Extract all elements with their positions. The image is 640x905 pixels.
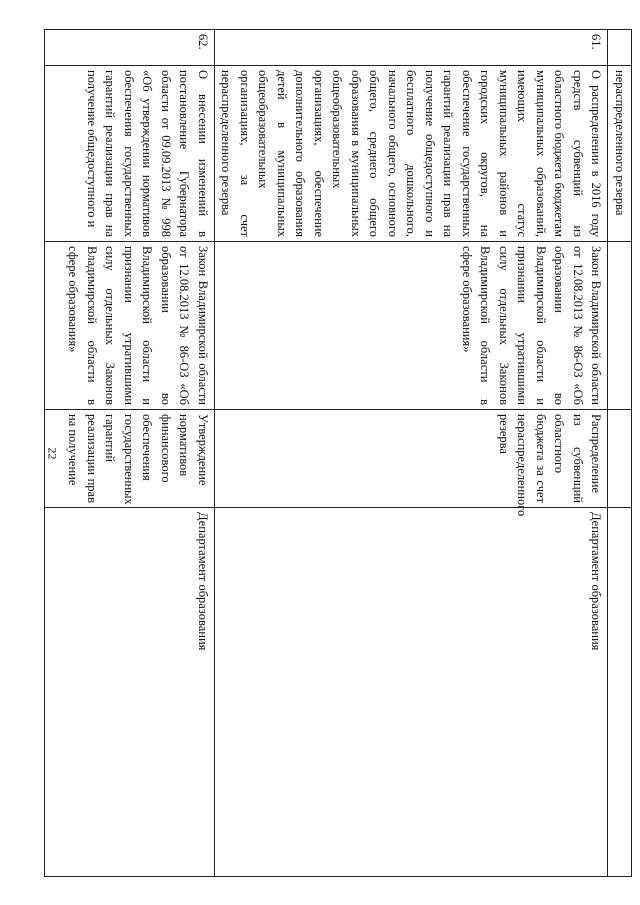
row-decision: Утверждение нормативов финансового обеспечения государственных гарантий реализации прав на получение: [45, 410, 215, 508]
cell-basis: [608, 242, 632, 410]
table-row: [45, 30, 215, 877]
row-name: О внесении изменений в постановление Губернатора области от 09.09.2013 № 998 «Об утверждении нормативов обеспечения государственных гарантий реализации прав на получение общедоступного и: [45, 66, 215, 242]
row-decision: Распределение из субвенций областного бюджета за счет нераспределенного резерва: [215, 410, 609, 508]
row-basis: Закон Владимирской области от 12.08.2013 № 86-ОЗ «Об образовании во Владимирской области и признании утратившими силу отдельных Законов Владимирской области в сфере образования»: [45, 242, 215, 410]
row-basis: Закон Владимирской области от 12.08.2013 № 86-ОЗ «Об образовании во Владимирской области и признании утратившими силу отдельных Законов Владимирской области в сфере образования»: [215, 242, 609, 410]
table-row: [215, 30, 609, 877]
cell-num: [608, 30, 632, 66]
document-table: [44, 29, 632, 877]
cell-decision: [608, 410, 632, 508]
row-responsible: Департамент образования: [215, 508, 609, 877]
cell-name: нераспределенного резерва: [608, 66, 632, 242]
row-number: 61.: [215, 30, 609, 66]
row-name: О распределении в 2016 году средств субвенций из областного бюджета бюджетам муниципальных образований, имеющих статус муниципальных районов и городских округов, на обеспечение государственных гарантий реализации прав на получение общедоступного и бесплатного дошкольного, начального общего, основного общего, среднего общего образования в муниципальных общеобразовательных организациях, обеспечение дополнительного образования детей в муниципальных общеобразовательных организациях, за счет нераспределенного резерва: [215, 66, 609, 242]
row-number: 62.: [45, 30, 215, 66]
cell-responsible: [608, 508, 632, 877]
row-responsible: Департамент образования: [45, 508, 215, 877]
rotated-table-container: [66, 29, 632, 876]
page-number: 22: [45, 447, 60, 460]
table-row-continuation: [608, 30, 632, 877]
